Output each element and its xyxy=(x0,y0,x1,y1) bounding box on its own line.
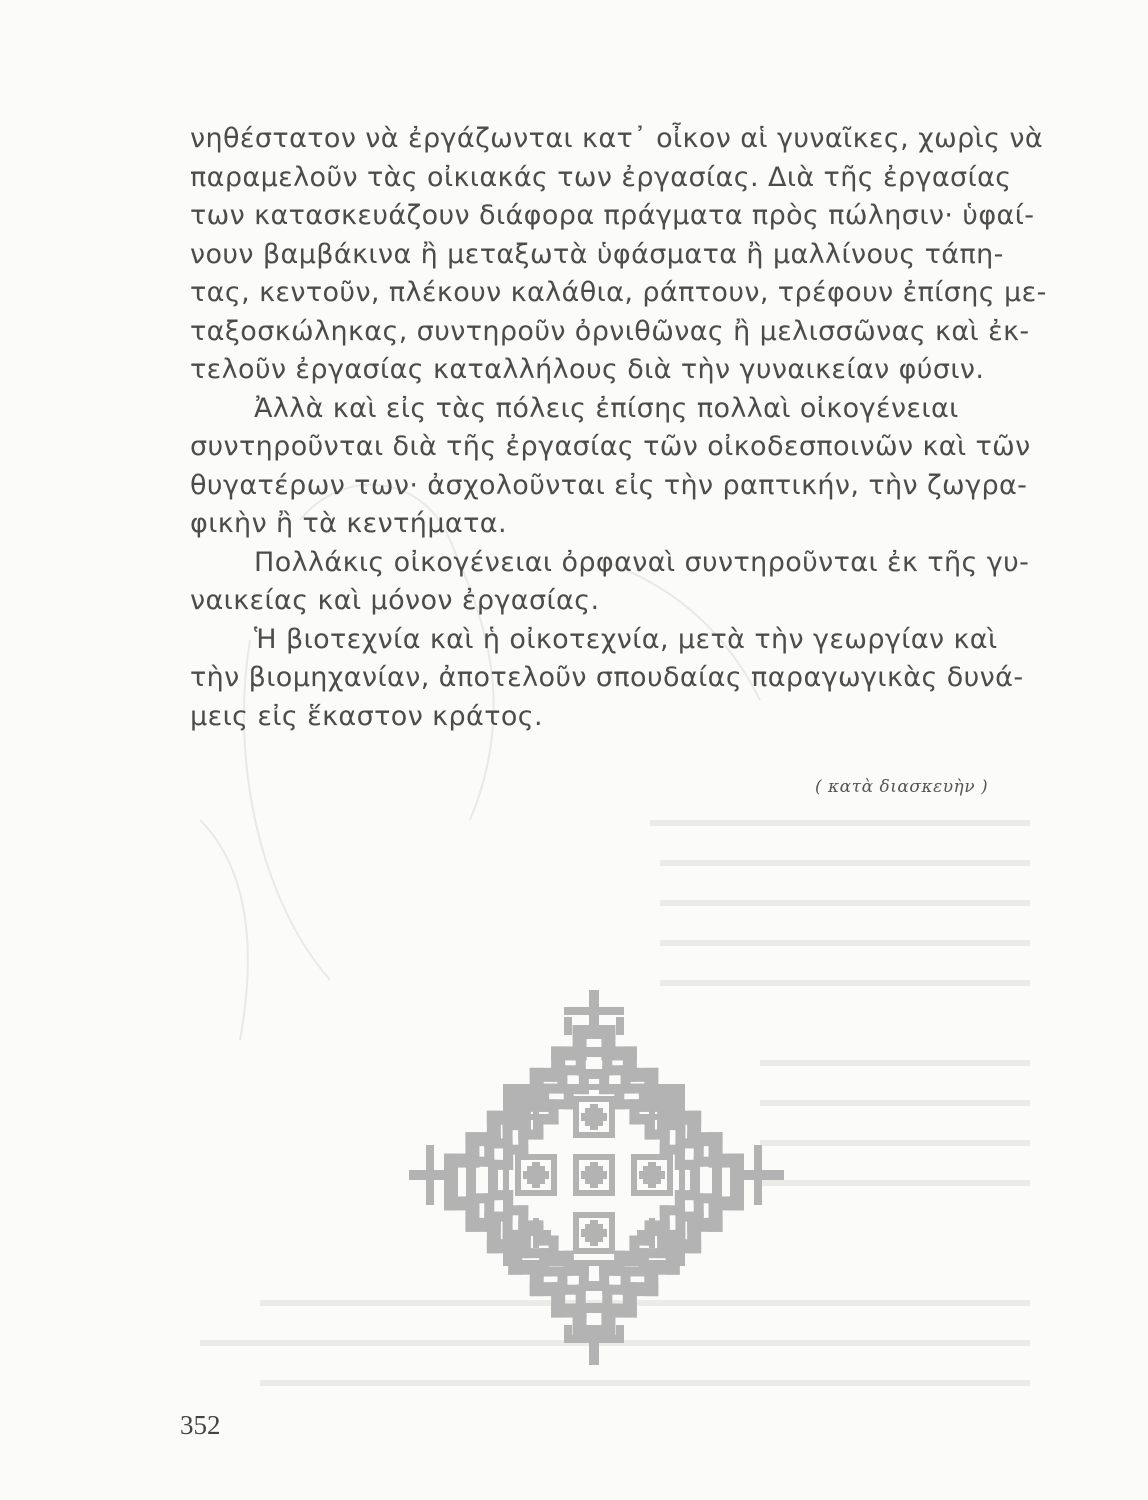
text-line: Ἡ βιοτεχνία καὶ ἡ οἰκοτεχνία, μετὰ τὴν γεωργίαν καὶ xyxy=(254,623,998,655)
paragraph xyxy=(190,120,1047,390)
text-line: συντηροῦνται διὰ τῆς ἐργασίας τῶν οἰκοδεσποινῶν καὶ τῶν xyxy=(190,431,1031,462)
text-line: Ἀλλὰ καὶ εἰς τὰς πόλεις ἐπίσης πολλαὶ οἰκογένειαι xyxy=(254,392,959,424)
text-line: τελοῦν ἐργασίας καταλλήλους διὰ τὴν γυναικείαν φύσιν. xyxy=(190,354,985,385)
embroidery-cross-pattern-icon xyxy=(404,985,784,1365)
page-number: 352 xyxy=(180,1410,221,1440)
text-line: νηθέστατον νὰ ἐργάζωνται κατ᾽ οἶκον αἱ γυναῖκες, χωρὶς νὰ xyxy=(190,123,1044,154)
body-text xyxy=(190,120,1047,736)
text-line: μεις εἰς ἕκαστον κράτος. xyxy=(190,700,544,732)
text-line: Πολλάκις οἰκογένειαι ὀρφαναὶ συντηροῦνται ἐκ τῆς γυ- xyxy=(254,546,1030,578)
text-line: θυγατέρων των· ἀσχολοῦνται εἰς τὴν ραπτικήν, τὴν ζωγρα- xyxy=(190,469,1028,501)
text-line: των κατασκευάζουν διάφορα πράγματα πρὸς πώλησιν· ὑφαί- xyxy=(190,200,1035,231)
paragraph xyxy=(190,544,1040,621)
text-line: παραμελοῦν τὰς οἰκιακάς των ἐργασίας. Διὰ τῆς ἐργασίας xyxy=(190,161,1012,193)
text-line: ταξοσκώληκας, συντηροῦν ὀρνιθῶνας ἢ μελισσῶνας καὶ ἐκ- xyxy=(190,315,1030,347)
text-line: ναικείας καὶ μόνον ἐργασίας. xyxy=(190,585,600,616)
text-line: νουν βαμβάκινα ἢ μεταξωτὰ ὑφάσματα ἢ μαλλίνους τάπη- xyxy=(190,238,1004,270)
paragraph xyxy=(190,390,1040,544)
text-line: τὴν βιομηχανίαν, ἀποτελοῦν σπουδαίας παραγωγικὰς δυνά- xyxy=(190,662,1024,693)
text-line: τας, κεντοῦν, πλέκουν καλάθια, ράπτουν, τρέφουν ἐπίσης με- xyxy=(190,277,1047,308)
paragraph xyxy=(190,621,1040,737)
text-line: φικὴν ἢ τὰ κεντήματα. xyxy=(190,508,507,539)
source-caption: ( κατὰ διασκευὴν ) xyxy=(815,777,989,797)
